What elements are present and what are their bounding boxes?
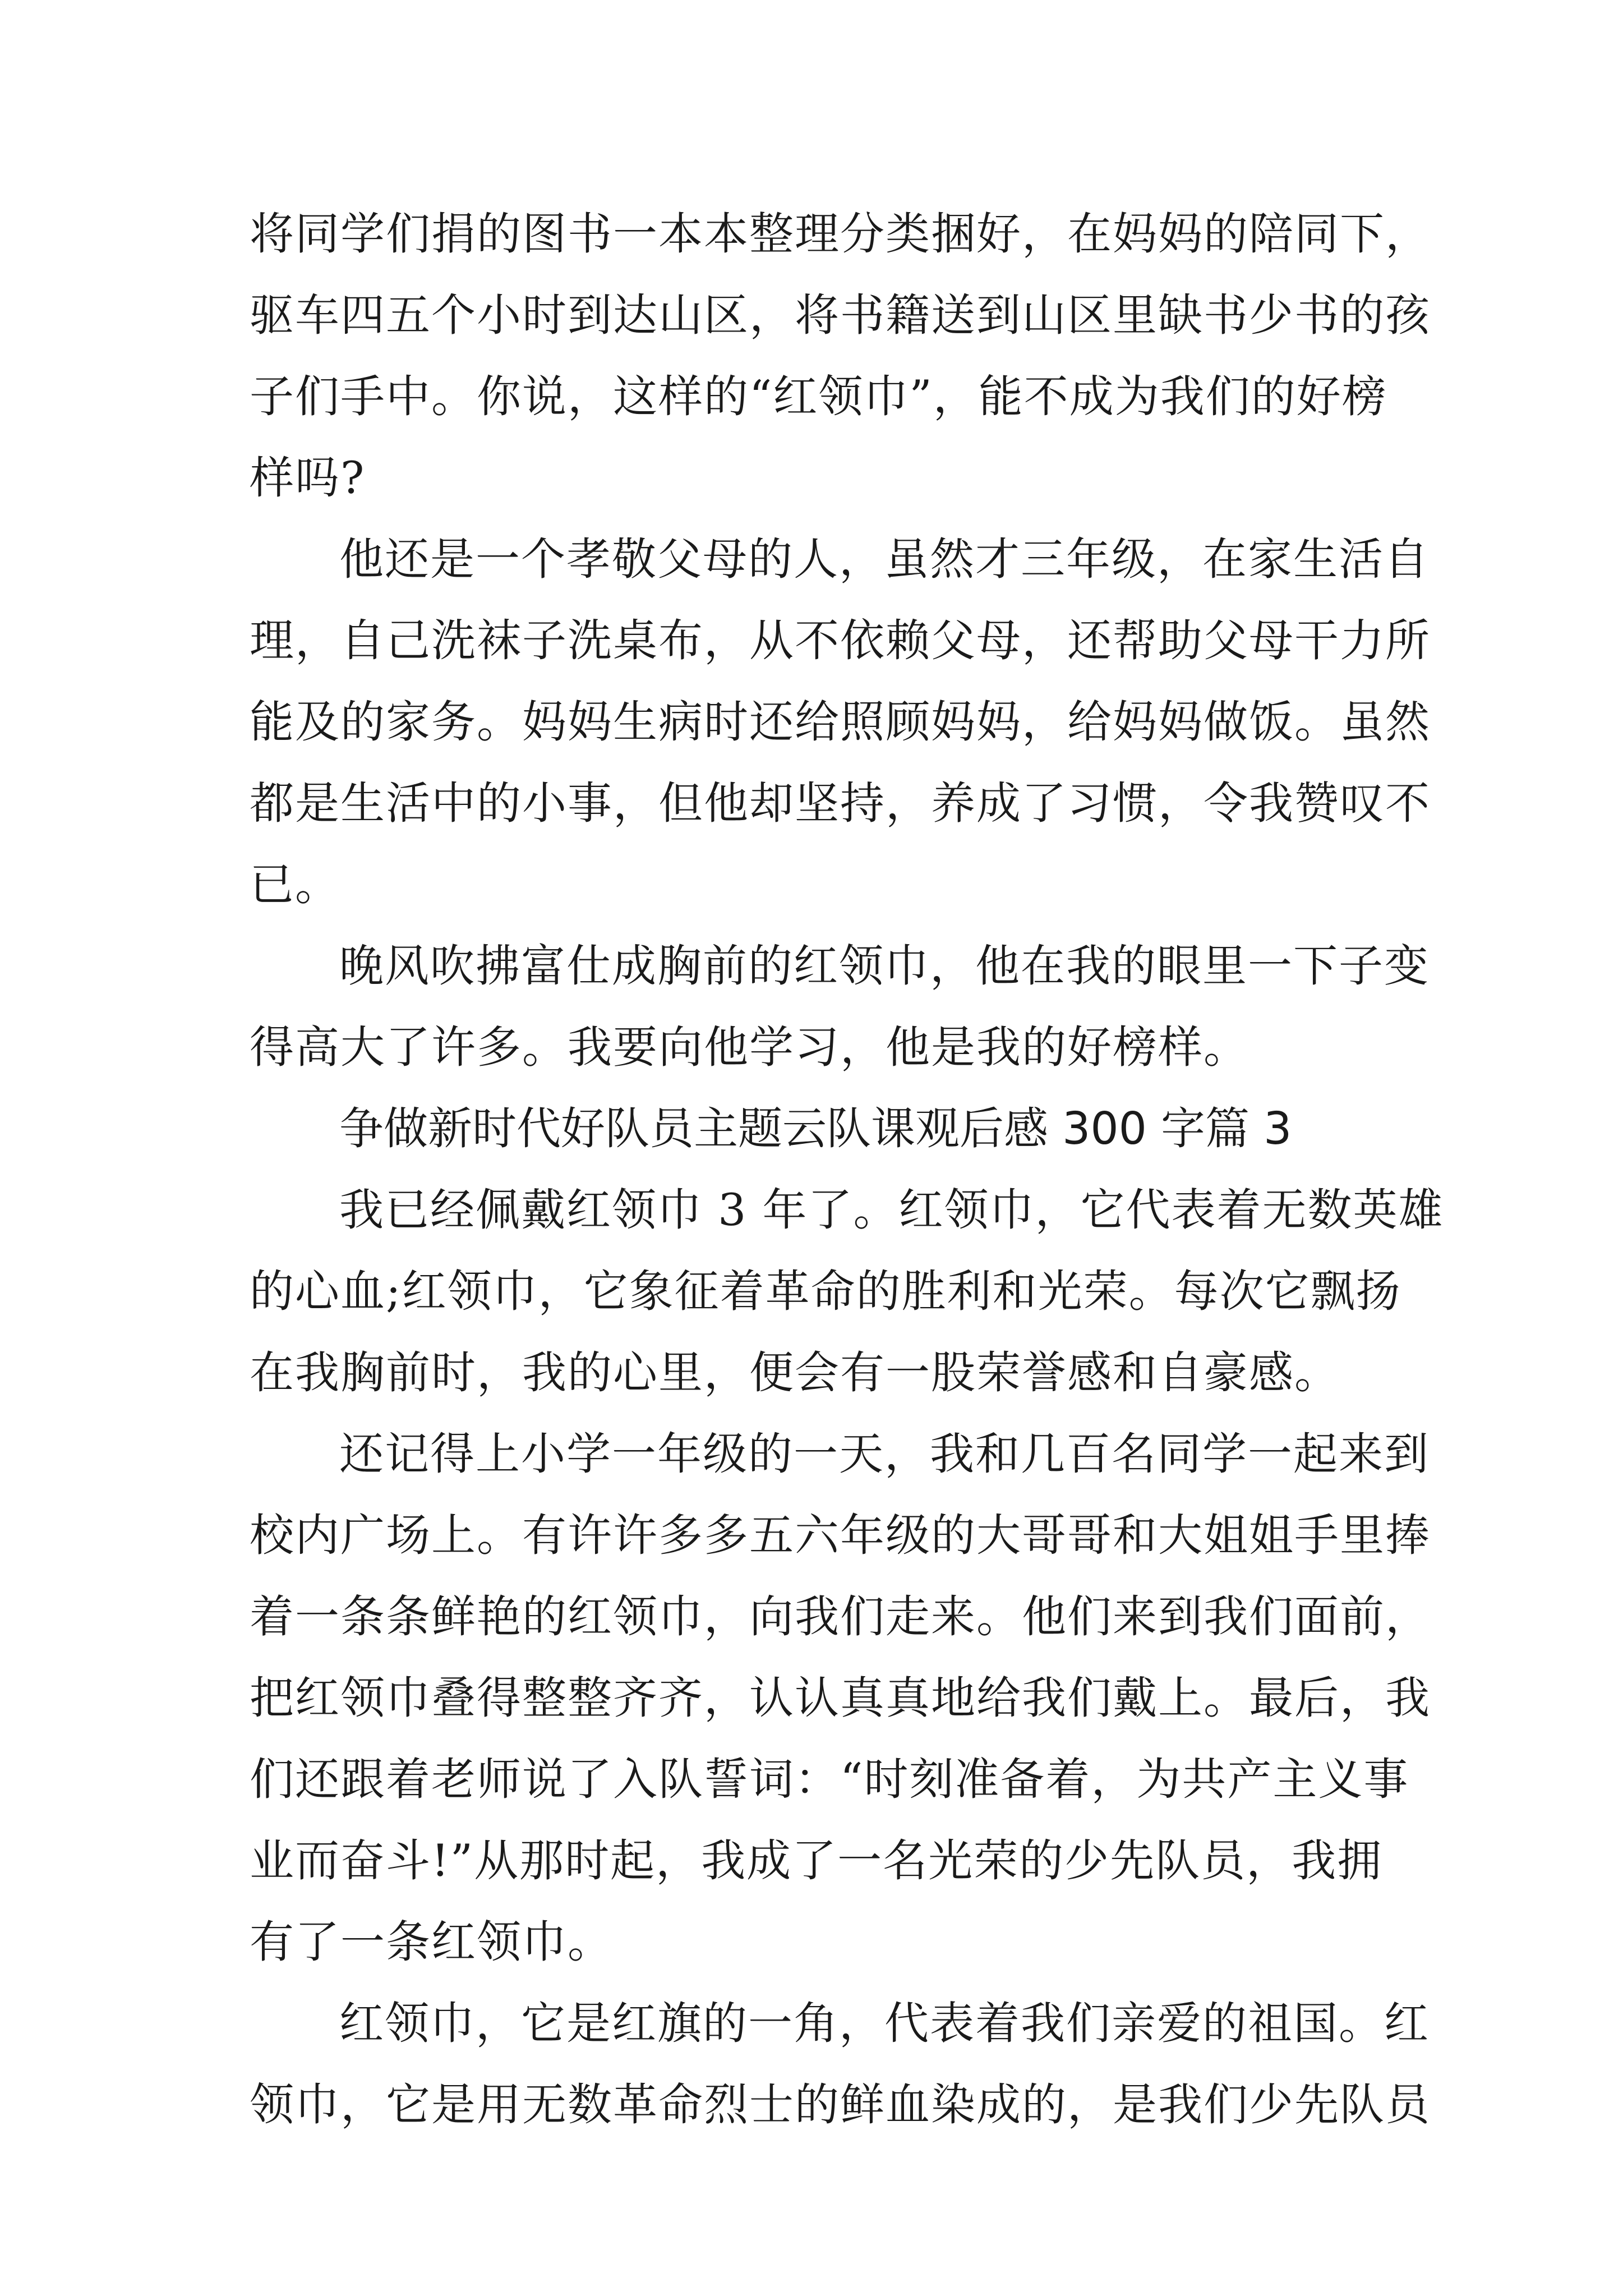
section-heading: 争做新时代好队员主题云队课观后感 300 字篇 3: [339, 1103, 1292, 1154]
paragraph-line: 子们手中。你说，这样的“红领巾”，能不成为我们的好榜: [250, 371, 1387, 422]
paragraph-line: 的心血;红领巾，它象征着革命的胜利和光荣。每次它飘扬: [250, 1266, 1401, 1317]
paragraph-line: 晚风吹拂富仕成胸前的红领巾，他在我的眼里一下子变: [339, 940, 1430, 992]
paragraph-line: 驱车四五个小时到达山区，将书籍送到山区里缺书少书的孩: [250, 289, 1431, 341]
paragraph-line: 还记得上小学一年级的一天，我和几百名同学一起来到: [339, 1428, 1430, 1480]
paragraph-line: 把红领巾叠得整整齐齐，认认真真地给我们戴上。最后，我: [250, 1672, 1431, 1724]
paragraph-line: 已。: [250, 859, 340, 910]
paragraph-line: 将同学们捐的图书一本本整理分类捆好，在妈妈的陪同下，: [250, 208, 1431, 260]
paragraph-line: 们还跟着老师说了入队誓词：“时刻准备着，为共产主义事: [250, 1754, 1409, 1805]
paragraph-line: 样吗?: [250, 452, 366, 504]
paragraph-line: 在我胸前时，我的心里，便会有一股荣誉感和自豪感。: [250, 1347, 1340, 1398]
paragraph-line: 红领巾，它是红旗的一角，代表着我们亲爱的祖国。红: [339, 1998, 1430, 2049]
paragraph-line: 能及的家务。妈妈生病时还给照顾妈妈，给妈妈做饭。虽然: [250, 696, 1431, 748]
paragraph-line: 我已经佩戴红领巾 3 年了。红领巾，它代表着无数英雄: [339, 1184, 1444, 1236]
paragraph-line: 理，自己洗袜子洗桌布，从不依赖父母，还帮助父母干力所: [250, 615, 1431, 666]
paragraph-line: 着一条条鲜艳的红领巾，向我们走来。他们来到我们面前，: [250, 1591, 1431, 1642]
paragraph-line: 得高大了许多。我要向他学习，他是我的好榜样。: [250, 1022, 1249, 1073]
paragraph-line: 都是生活中的小事，但他却坚持，养成了习惯，令我赞叹不: [250, 777, 1431, 829]
paragraph-line: 他还是一个孝敬父母的人，虽然才三年级，在家生活自: [339, 533, 1430, 585]
paragraph-line: 校内广场上。有许许多多五六年级的大哥哥和大姐姐手里捧: [250, 1510, 1431, 1561]
paragraph-line: 有了一条红领巾。: [250, 1916, 613, 1968]
paragraph-line: 领巾，它是用无数革命烈士的鲜血染成的，是我们少先队员: [250, 2079, 1431, 2131]
paragraph-line: 业而奋斗!”从那时起，我成了一名光荣的少先队员，我拥: [250, 1835, 1383, 1887]
